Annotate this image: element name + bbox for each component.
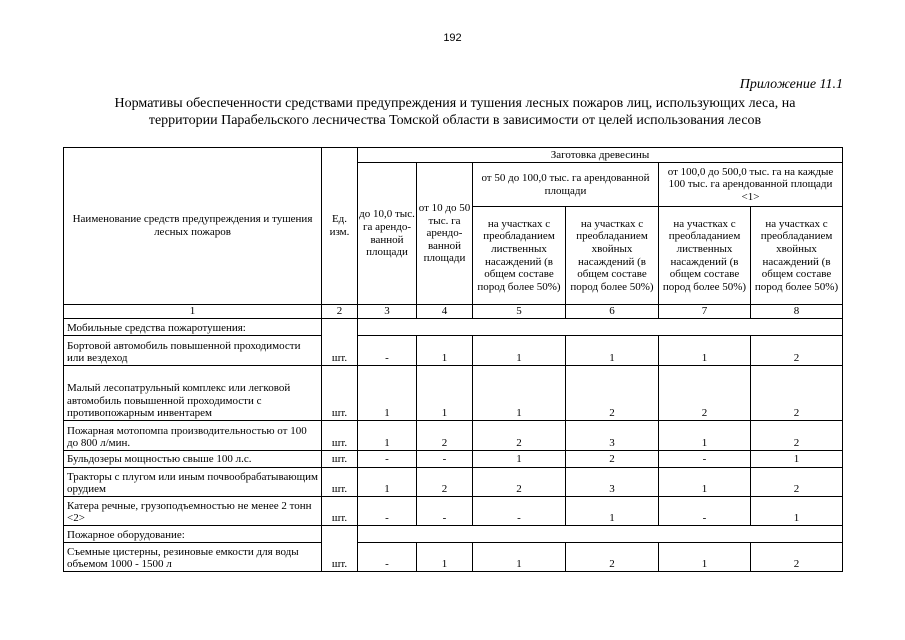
row-name: Пожарная мотопомпа производительностью от 100 до 800 л/мин. xyxy=(64,421,322,451)
row-unit: шт. xyxy=(322,366,358,421)
row-value: 2 xyxy=(751,468,843,497)
row-value: 3 xyxy=(566,468,659,497)
row-value: 1 xyxy=(566,336,659,366)
header-group-wood-harvesting: Заготовка древесины xyxy=(358,148,843,163)
row-value: - xyxy=(659,497,751,526)
row-value: 1 xyxy=(417,336,473,366)
header-col-7: на участках с преобладанием лиственных насаждений (в общем составе пород более 50%) xyxy=(659,207,751,305)
row-name: Катера речные, грузоподъемностью не менее 2 тонн <2> xyxy=(64,497,322,526)
row-value: 1 xyxy=(358,421,417,451)
row-value: 2 xyxy=(659,366,751,421)
row-unit: шт. xyxy=(322,468,358,497)
section-row-mobile xyxy=(64,319,843,336)
row-value: 2 xyxy=(566,451,659,468)
table-row xyxy=(64,497,843,526)
row-unit: шт. xyxy=(322,526,358,572)
row-name: Съемные цистерны, резиновые емкости для воды объемом 1000 - 1500 л xyxy=(64,543,322,572)
row-value: 2 xyxy=(473,421,566,451)
row-value: 1 xyxy=(659,421,751,451)
column-number: 4 xyxy=(417,305,473,319)
row-value: - xyxy=(473,497,566,526)
column-number: 5 xyxy=(473,305,566,319)
header-unit-column: Ед. изм. xyxy=(322,148,358,305)
row-value: 1 xyxy=(473,366,566,421)
header-name-column: Наименование средств предупреждения и тушения лесных пожаров xyxy=(64,148,322,305)
row-value: - xyxy=(417,497,473,526)
section-title-mobile: Мобильные средства пожаротушения: xyxy=(64,319,322,336)
section-title-equipment: Пожарное оборудование: xyxy=(64,526,322,543)
row-value: 2 xyxy=(417,421,473,451)
row-value: 1 xyxy=(473,543,566,572)
row-value: - xyxy=(659,451,751,468)
row-value: 1 xyxy=(659,543,751,572)
norms-table xyxy=(63,147,843,572)
row-value: - xyxy=(358,451,417,468)
row-value: 1 xyxy=(751,497,843,526)
row-value: - xyxy=(417,451,473,468)
table-row xyxy=(64,468,843,497)
column-number: 2 xyxy=(322,305,358,319)
row-value: 1 xyxy=(473,451,566,468)
row-value: 1 xyxy=(358,366,417,421)
title-line-1: Нормативы обеспеченности средствами предупреждения и тушения лесных пожаров лиц, использующих леса, на xyxy=(114,96,796,111)
row-unit: шт. xyxy=(322,451,358,468)
row-unit: шт. xyxy=(322,421,358,451)
column-number: 8 xyxy=(751,305,843,319)
row-value: 1 xyxy=(751,451,843,468)
row-value: 1 xyxy=(659,336,751,366)
table-row xyxy=(64,366,843,421)
row-value: 2 xyxy=(751,543,843,572)
row-value: 1 xyxy=(417,366,473,421)
appendix-label: Приложение 11.1 xyxy=(739,77,843,92)
row-value: 1 xyxy=(566,497,659,526)
header-col-4: от 10 до 50 тыс. га арендо-ванной площади xyxy=(417,163,473,305)
table-row xyxy=(64,543,843,572)
column-number: 3 xyxy=(358,305,417,319)
header-group-50-100: от 50 до 100,0 тыс. га арендованной площади xyxy=(473,163,659,207)
header-col-8: на участках с преобладанием хвойных насаждений (в общем составе пород более 50%) xyxy=(751,207,843,305)
row-value: 3 xyxy=(566,421,659,451)
row-value: - xyxy=(358,336,417,366)
row-value: - xyxy=(358,497,417,526)
row-value: 1 xyxy=(417,543,473,572)
page-number: 192 xyxy=(443,32,462,44)
row-unit: шт. xyxy=(322,497,358,526)
header-group-100-500: от 100,0 до 500,0 тыс. га на каждые 100 тыс. га арендованной площади <1> xyxy=(659,163,843,207)
section-empty-cells xyxy=(358,319,843,336)
row-name: Бортовой автомобиль повышенной проходимости или вездеход xyxy=(64,336,322,366)
row-value: 1 xyxy=(659,468,751,497)
table-row xyxy=(64,421,843,451)
table-row xyxy=(64,336,843,366)
section-row-equipment xyxy=(64,526,843,543)
row-value: 2 xyxy=(566,366,659,421)
row-value: 2 xyxy=(751,336,843,366)
row-name: Тракторы с плугом или иным почвообрабатывающим орудием xyxy=(64,468,322,497)
document-title xyxy=(60,95,850,129)
header-col-5: на участках с преобладанием лиственных насаждений (в общем составе пород более 50%) xyxy=(473,207,566,305)
column-number: 6 xyxy=(566,305,659,319)
row-value: 2 xyxy=(473,468,566,497)
row-name: Малый лесопатрульный комплекс или легковой автомобиль повышенной проходимости с противопожарным инвентарем xyxy=(64,366,322,421)
column-number: 1 xyxy=(64,305,322,319)
row-value: - xyxy=(358,543,417,572)
title-line-2: территории Парабельского лесничества Томской области в зависимости от целей использования лесов xyxy=(148,113,762,128)
row-unit: шт. xyxy=(322,319,358,366)
row-name: Бульдозеры мощностью свыше 100 л.с. xyxy=(64,451,322,468)
row-value: 2 xyxy=(751,366,843,421)
row-value: 2 xyxy=(751,421,843,451)
row-value: 1 xyxy=(358,468,417,497)
column-number: 7 xyxy=(659,305,751,319)
row-value: 1 xyxy=(473,336,566,366)
row-value: 2 xyxy=(566,543,659,572)
header-col-3: до 10,0 тыс. га арендо-ванной площади xyxy=(358,163,417,305)
row-value: 2 xyxy=(417,468,473,497)
table-row xyxy=(64,451,843,468)
section-empty-cells xyxy=(358,526,843,543)
header-col-6: на участках с преобладанием хвойных насаждений (в общем составе пород более 50%) xyxy=(566,207,659,305)
